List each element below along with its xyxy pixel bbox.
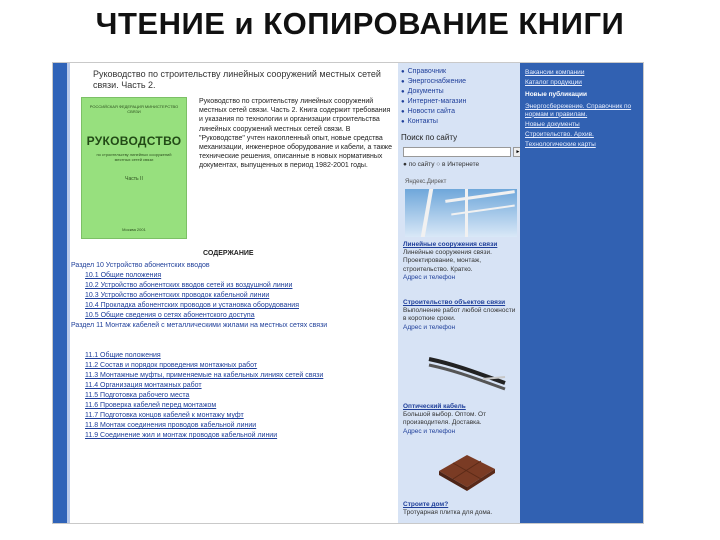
ad-body: Линейные сооружения связи. Проектирование, монтаж, строительство. Кратко. <box>403 249 492 273</box>
toc-item[interactable]: 11.4 Организация монтажных работ <box>85 382 202 389</box>
nav-item[interactable]: ● Новости сайта <box>401 108 455 115</box>
search-options[interactable]: ● по сайту ○ в Интернете <box>403 161 480 168</box>
cable-image[interactable] <box>427 349 507 393</box>
bullet-icon: ● <box>401 99 405 105</box>
ad-link[interactable]: Адрес и телефон <box>403 427 456 435</box>
toc-item[interactable]: 11.1 Общие положения <box>85 352 161 359</box>
toc-item[interactable]: 11.9 Соединение жил и монтаж проводов кабельной линии <box>85 432 278 439</box>
right-link[interactable]: Энергосбережение. Справочник по нормам и правилам. <box>525 103 632 118</box>
site-nav <box>401 67 519 127</box>
nav-item[interactable]: ● Документы <box>401 88 444 95</box>
right-link[interactable]: Технологические карты <box>525 141 596 148</box>
toc-item[interactable]: 10.3 Устройство абонентских проводок кабельной линии <box>85 292 270 299</box>
search-label: Поиск по сайту <box>401 133 458 142</box>
search-button[interactable]: ► <box>513 147 523 157</box>
bullet-icon: ● <box>401 79 405 85</box>
toc-heading: СОДЕРЖАНИЕ <box>203 250 254 257</box>
toc-item[interactable]: 10.2 Устройство абонентских вводов сетей из воздушной линии <box>85 282 293 289</box>
left-blue-bar <box>53 63 67 523</box>
left-light-bar <box>67 63 70 523</box>
toc-item[interactable]: 11.3 Монтажные муфты, применяемые на кабельных линиях сетей связи <box>85 372 324 379</box>
ad-heading[interactable]: Линейные сооружения связи <box>403 241 498 248</box>
cover-top-text: РОССИЙСКАЯ ФЕДЕРАЦИЯ МИНИСТЕРСТВО СВЯЗИ <box>89 104 179 114</box>
book-cover[interactable] <box>81 97 187 239</box>
ad-body: Большой выбор. Оптом. От производителя. Доставка. <box>403 411 487 427</box>
ad-heading[interactable]: Оптический кабель <box>403 403 466 410</box>
bullet-icon: ● <box>401 109 405 115</box>
ad-body: Тротуарная плитка для дома. <box>403 509 493 517</box>
book-abstract: Руководство по строительству линейных сооружений местных сетей связи. Часть 2. Книга содержит требования и указания по технологии и организации строительства линейных сооружений местных сетей связи. В "Руководстве" учтен накопленный опыт, новые средства механизации, инженерное оборудование и кабели, а также технические решения, описанные в новых нормативных документах, выпущенных в период 1982-2001 годы. <box>199 98 393 170</box>
search-input[interactable] <box>403 147 511 157</box>
ad-heading[interactable]: Строительство объектов связи <box>403 299 506 306</box>
toc-item[interactable]: 10.1 Общие положения <box>85 272 162 279</box>
cover-subtitle: по строительству линейных сооружений местных сетей связи <box>96 152 172 162</box>
ad-body: Выполнение работ любой сложности в короткие сроки. <box>403 307 516 323</box>
ad-heading[interactable]: Строите дом? <box>403 501 449 508</box>
toc-item[interactable]: Раздел 11 Монтаж кабелей с металлическими жилами на местных сетях связи <box>71 322 328 329</box>
right-heading: Новые публикации <box>525 91 588 98</box>
toc-item[interactable]: 10.5 Общие сведения о сетях абонентского доступа <box>85 312 255 319</box>
toc-item[interactable]: 11.7 Подготовка концов кабелей к монтажу муфт <box>85 412 244 419</box>
right-link[interactable]: Строительство. Архив. <box>525 131 594 138</box>
toc-item[interactable]: 11.5 Подготовка рабочего места <box>85 392 190 399</box>
nav-item[interactable]: ● Справочник <box>401 68 447 75</box>
webpage-screenshot <box>52 62 644 524</box>
table-of-contents <box>71 261 401 441</box>
nav-item[interactable]: ● Энергоснабжение <box>401 78 467 85</box>
toc-item[interactable]: 10.4 Прокладка абонентских проводов и установка оборудования <box>85 302 299 309</box>
ad-card[interactable] <box>403 299 519 332</box>
cover-part: Часть II <box>125 176 143 182</box>
construction-photo[interactable] <box>405 189 517 237</box>
cover-title: РУКОВОДСТВО <box>86 134 182 148</box>
ad-card[interactable] <box>403 501 519 517</box>
ad-provider[interactable]: Яндекс.Директ <box>405 179 447 185</box>
nav-item[interactable]: ● Интернет-магазин <box>401 98 467 105</box>
tile-image[interactable] <box>433 451 499 491</box>
ad-link[interactable]: Адрес и телефон <box>403 273 456 281</box>
slide-title: ЧТЕНИЕ и КОПИРОВАНИЕ КНИГИ <box>95 6 625 41</box>
bullet-icon: ● <box>401 69 405 75</box>
bullet-icon: ● <box>401 89 405 95</box>
ad-card[interactable] <box>403 241 519 282</box>
document-title: Руководство по строительству линейных сооружений местных сетей связи. Часть 2. <box>93 69 381 90</box>
toc-item[interactable]: Раздел 10 Устройство абонентских вводов <box>71 262 210 269</box>
right-link[interactable]: Вакансии компании <box>525 69 585 76</box>
toc-item[interactable]: 11.6 Проверка кабелей перед монтажом <box>85 402 217 409</box>
ad-link[interactable]: Адрес и телефон <box>403 323 456 331</box>
ad-card[interactable] <box>403 403 519 436</box>
toc-spacer <box>71 331 401 351</box>
toc-item[interactable]: 11.8 Монтаж соединения проводов кабельной линии <box>85 422 257 429</box>
nav-item[interactable]: ● Контакты <box>401 118 438 125</box>
toc-item[interactable]: 11.2 Состав и порядок проведения монтажных работ <box>85 362 258 369</box>
cover-bottom: Москва 2001 <box>122 227 146 232</box>
bullet-icon: ● <box>401 119 405 125</box>
right-link[interactable]: Новые документы <box>525 121 580 128</box>
right-link[interactable]: Каталог продукции <box>525 79 582 86</box>
